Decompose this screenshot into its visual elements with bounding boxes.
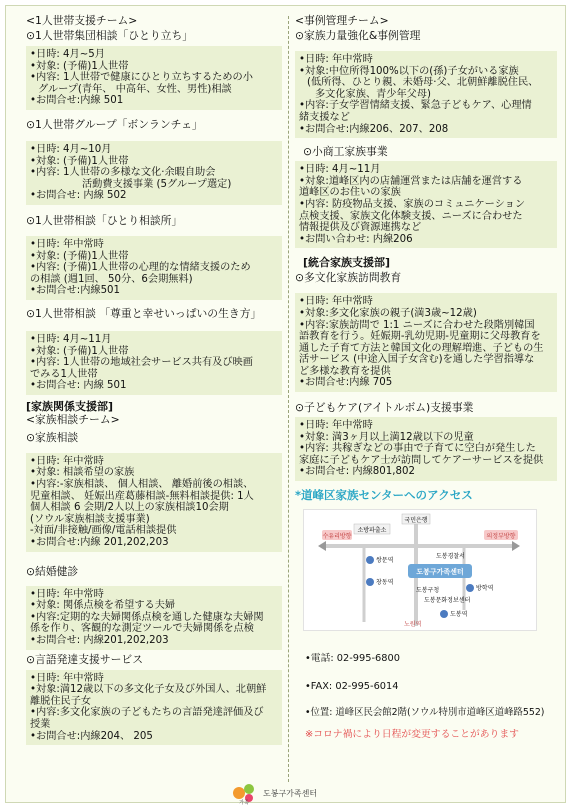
info-line: •お問合せ: 内線801,802 xyxy=(299,466,415,478)
info-box xyxy=(295,51,557,138)
info-line: •内容:定期的な夫婦関係点検を通した健康な夫婦関 xyxy=(30,611,264,623)
info-line: 家庭に子どもケア士が訪問してケアーサービスを提供 xyxy=(299,454,544,466)
section-title: ⊙言語発達支援サービス xyxy=(26,652,144,666)
info-line: •対象: (予備)1人世帯 xyxy=(30,60,129,72)
info-line: •日時: 年中常時 xyxy=(299,296,373,308)
info-box xyxy=(295,417,557,481)
right-column xyxy=(295,13,557,741)
logo-mark-text: 가족 xyxy=(239,800,249,806)
map-label: 도봉역 xyxy=(450,611,468,619)
info-box xyxy=(26,236,282,300)
info-line: •日時: 年中常時 xyxy=(30,238,104,250)
info-line: •内容: 1人世帯の多様な文化·余暇自助会 xyxy=(30,167,216,179)
location-map xyxy=(303,509,537,631)
access-title: *道峰区家族センターへのアクセス xyxy=(295,488,473,503)
subway-icon xyxy=(440,610,448,618)
info-line: •日時: 年中常時 xyxy=(30,455,104,467)
info-line: •対象: 相談希望の家族 xyxy=(30,467,135,479)
info-box xyxy=(26,46,282,110)
info-line: 活動費支援事業 (5グループ選定) xyxy=(82,178,232,190)
logo-graphic xyxy=(231,780,341,806)
info-line: •対象: 関係点検を希望する夫婦 xyxy=(30,600,176,612)
info-box xyxy=(26,453,282,552)
map-label: 쌍문역 xyxy=(376,557,394,565)
info-line: •日時: 4月~10月 xyxy=(30,143,112,155)
info-box xyxy=(295,161,557,248)
family-dept-title: [家族関係支援部] xyxy=(26,399,114,413)
info-line: •対象: (予備)1人世帯 xyxy=(30,345,129,357)
section-title: ⊙家族力量強化&事例管理 xyxy=(295,29,421,42)
info-line: •内容:多文化家族の子どもたちの言語発達評価及び xyxy=(30,707,264,719)
info-line: •内容: 防疫物品支援、家族のコミュニケーション xyxy=(299,198,526,210)
single-team-title: <1人世帯支援チーム> xyxy=(26,14,138,27)
section-title: ⊙小商工家族事業 xyxy=(303,145,388,159)
info-line: 語教育を行う。妊娠期-乳幼児期-児童期に父母教育を xyxy=(299,331,541,343)
info-line: •お問合せ: 内線 502 xyxy=(30,190,127,202)
section-title: ⊙1人世帯集団相談「ひとり立ち」 xyxy=(26,29,194,42)
info-line: 多文化家族、青少年父母) xyxy=(315,88,432,100)
left-column xyxy=(26,13,282,747)
info-line: •内容:-家族相談、 個人相談、 離婚前後の相談、 xyxy=(30,479,254,491)
info-line: •対象:満12歳以下の多文化子女及び外国人、北朝鮮 xyxy=(30,684,267,696)
info-line: •内容: 1人世帯の地域社会サービス共有及び映画 xyxy=(30,357,253,369)
map-label: 수유리방향 xyxy=(322,533,352,541)
info-line: 授業 xyxy=(30,718,51,730)
subway-icon xyxy=(466,584,474,592)
info-line: •お問合せ:内線206、207、208 xyxy=(299,123,449,135)
page xyxy=(5,5,566,806)
map-label: 소방파출소 xyxy=(357,527,387,535)
info-line: •内容: (予備)1人世帯の心理的な情緒支援のため xyxy=(30,262,251,274)
info-line: •日時: 4月~11月 xyxy=(30,333,112,345)
case-team-title: <事例管理チーム> xyxy=(295,14,389,27)
logo-mark-icon xyxy=(244,784,254,794)
info-line: 点検支援、家族文化体験支援、ニーズに合わせた xyxy=(299,210,523,222)
info-box xyxy=(26,331,282,395)
info-line: ど多様な教育を提供 xyxy=(299,365,391,377)
info-line: •日時: 4月~5月 xyxy=(30,49,105,60)
map-label: 도봉구청 xyxy=(416,587,440,595)
map-label: 도봉구가족센터 xyxy=(416,568,464,577)
section-title: ⊙結婚健診 xyxy=(26,564,79,578)
info-line: 情報提供及び資源連携など xyxy=(299,222,422,234)
logo-text: 도봉구가족센터 xyxy=(263,789,318,798)
info-line: •対象:多文化家族の親子(満3歳~12歳) xyxy=(299,307,477,319)
section-title: ⊙1人世帯グループ「ボンランチェ」 xyxy=(26,117,203,131)
map-label: 창동역 xyxy=(376,579,394,587)
info-line: •日時: 4月~11月 xyxy=(299,164,381,176)
covid-note: ※コロナ禍により日程が変更することがあります xyxy=(305,729,519,741)
info-box xyxy=(26,670,282,746)
logo-mark-icon xyxy=(233,787,245,799)
info-line: 活サービス (中途入国子女含む)を通した学習指導な xyxy=(299,354,535,366)
info-line: •お問合せ: 内線 501 xyxy=(30,380,127,392)
info-line: •日時: 年中常時 xyxy=(30,588,104,600)
info-line: •内容: 共稼ぎなどの事由で子育てに空白が発生した xyxy=(299,443,536,455)
info-line: •対象: (予備)1人世帯 xyxy=(30,155,129,167)
info-box xyxy=(295,293,557,392)
map-label: 국민은행 xyxy=(404,517,428,525)
info-line: 個人相談 6 会期/2人以上の家族相談10会期 xyxy=(30,502,229,514)
info-line: 離脱住民子女 xyxy=(30,695,92,707)
info-line: でみる1人世帯 xyxy=(30,368,98,380)
info-line: •お問合せ:内線204、 205 xyxy=(30,730,153,742)
info-line: •お問合せ:内線 201,202,203 xyxy=(30,537,169,549)
section-title: ⊙1人世帯相談「ひとり相談所」 xyxy=(26,213,183,227)
map-graphic xyxy=(304,510,536,630)
integrated-dept-title: [統合家族支援部] xyxy=(303,256,391,270)
arrow-right-icon xyxy=(512,541,520,551)
info-line: •対象: (予備)1人世帯 xyxy=(30,250,129,262)
address-text: •位置: 道峰区民会館2階(ソウル特別市道峰区道峰路552) xyxy=(305,707,545,719)
map-label: 도봉문화정보센터 xyxy=(424,597,471,605)
info-line: •お問合せ:内線501 xyxy=(30,285,121,297)
info-line: -対面/非接触/画像/電話相談提供 xyxy=(30,525,177,537)
center-logo xyxy=(231,780,341,810)
column-divider xyxy=(288,16,289,782)
info-line: •日時: 年中常時 xyxy=(30,672,104,684)
info-line: •日時: 年中常時 xyxy=(299,54,373,65)
info-line: •お問合せ: 内線201,202,203 xyxy=(30,635,169,646)
info-line: (低所得、ひとり親、未婚母·父、北朝鮮離脱住民、 xyxy=(307,77,539,89)
info-line: の相談 (週1回、 50分、6会期無料) xyxy=(30,273,193,285)
map-label: 방학역 xyxy=(476,585,494,593)
info-line: •内容:子女学習情緒支援、緊急子どもケア、心理情 xyxy=(299,100,532,112)
info-line: グループ(青年、 中高年、女性、男性)相談 xyxy=(38,83,232,95)
info-line: •対象:道峰区内の店舗運営または店舗を運営する xyxy=(299,175,523,187)
info-line: (ソウル家族相談支援事業) xyxy=(30,513,150,525)
family-team-title: <家族相談チーム> xyxy=(26,412,120,426)
info-box xyxy=(26,141,282,205)
info-line: •お問い合わせ: 内線206 xyxy=(299,233,413,245)
info-line: 通した子育て方法と韓国文化の理解増進、子どもの生 xyxy=(299,342,544,354)
arrow-left-icon xyxy=(318,541,326,551)
info-line: 係を作り、客観的な測定ツールで夫婦関係を点検 xyxy=(30,623,254,635)
info-line: •内容: 1人世帯で健康にひとり立ちするための小 xyxy=(30,72,253,84)
info-line: •お問合せ:内線 501 xyxy=(30,95,124,107)
tel-text: •電話: 02-995-6800 xyxy=(305,653,400,665)
info-line: 児童相談、 妊娠出産葛藤相談-無料相談提供: 1人 xyxy=(30,490,254,502)
subway-icon xyxy=(366,556,374,564)
info-line: 道峰区のお住いの家族 xyxy=(299,187,401,199)
info-line: •対象:中位所得100%以下の(孫)子女がいる家族 xyxy=(299,65,519,77)
section-title: ⊙多文化家族訪問教育 xyxy=(295,271,402,285)
info-line: •内容:家族訪問で 1:1 ニーズに合わせた段階別韓国 xyxy=(299,319,535,331)
map-label: 의정부방향 xyxy=(486,533,516,541)
info-line: •お問合せ:内線 705 xyxy=(299,377,393,389)
map-label: 노원역 xyxy=(404,621,422,629)
section-title: ⊙1人世帯相談 「尊重と幸せいっぱいの生き方」 xyxy=(26,306,262,320)
info-line: •日時: 年中常時 xyxy=(299,420,373,432)
info-line: 緒支援など xyxy=(299,111,350,123)
map-label: 도봉경찰서 xyxy=(436,553,465,561)
section-title: ⊙家族相談 xyxy=(26,430,79,444)
subway-icon xyxy=(366,578,374,586)
info-line: •対象: 満3ヶ月以上満12歳以下の児童 xyxy=(299,431,474,443)
section-title: ⊙子どもケア(アイトルボム)支援事業 xyxy=(295,401,474,415)
fax-text: •FAX: 02-995-6014 xyxy=(305,681,399,693)
info-box xyxy=(26,586,282,650)
